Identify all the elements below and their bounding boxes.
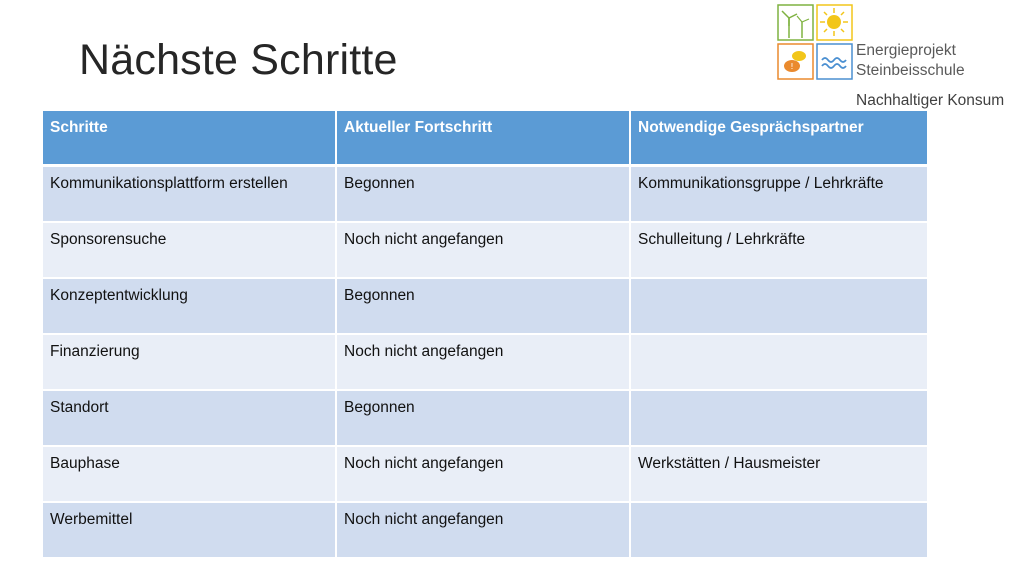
header-cell-schritte: Schritte [43, 111, 337, 167]
table-cell-partner [631, 279, 927, 335]
table-row [43, 503, 927, 559]
table-cell-step: Standort [43, 391, 337, 447]
slide-title: Nächste Schritte [79, 36, 398, 84]
table-cell-progress: Noch nicht angefangen [337, 335, 631, 391]
table-cell-progress: Begonnen [337, 279, 631, 335]
table-cell-progress: Begonnen [337, 391, 631, 447]
header-cell-gespraechspartner: Notwendige Gesprächspartner [631, 111, 927, 167]
table-header-row [43, 111, 927, 167]
logo-line-2: Steinbeisschule [856, 62, 965, 79]
table-row [43, 223, 927, 279]
logo-line-1: Energieprojekt [856, 42, 956, 59]
table-cell-partner: Kommunikationsgruppe / Lehrkräfte [631, 167, 927, 223]
table-cell-partner [631, 391, 927, 447]
wind-turbine-icon [778, 5, 813, 40]
table-cell-step: Konzeptentwicklung [43, 279, 337, 335]
table-cell-progress: Noch nicht angefangen [337, 447, 631, 503]
table-cell-partner: Werkstätten / Hausmeister [631, 447, 927, 503]
table-row [43, 447, 927, 503]
table-row [43, 391, 927, 447]
table-cell-partner: Schulleitung / Lehrkräfte [631, 223, 927, 279]
table-row [43, 167, 927, 223]
table-row [43, 335, 927, 391]
svg-text:!: ! [790, 62, 794, 71]
table-cell-progress: Noch nicht angefangen [337, 503, 631, 559]
logo-text [856, 41, 965, 81]
slide-subtitle: Nachhaltiger Konsum [856, 92, 1005, 109]
waves-icon [817, 44, 852, 79]
table-cell-step: Werbemittel [43, 503, 337, 559]
table-cell-progress: Noch nicht angefangen [337, 223, 631, 279]
table-cell-progress: Begonnen [337, 167, 631, 223]
sun-icon [817, 5, 852, 40]
speech-bubbles-icon [778, 44, 813, 79]
header-cell-fortschritt: Aktueller Fortschritt [337, 111, 631, 167]
table-cell-step: Bauphase [43, 447, 337, 503]
logo [777, 4, 977, 84]
table-cell-step: Sponsorensuche [43, 223, 337, 279]
steps-table [43, 111, 927, 559]
table-cell-step: Finanzierung [43, 335, 337, 391]
table-cell-step: Kommunikationsplattform erstellen [43, 167, 337, 223]
table-row [43, 279, 927, 335]
table-cell-partner [631, 503, 927, 559]
logo-grid [777, 4, 853, 80]
table-cell-partner [631, 335, 927, 391]
